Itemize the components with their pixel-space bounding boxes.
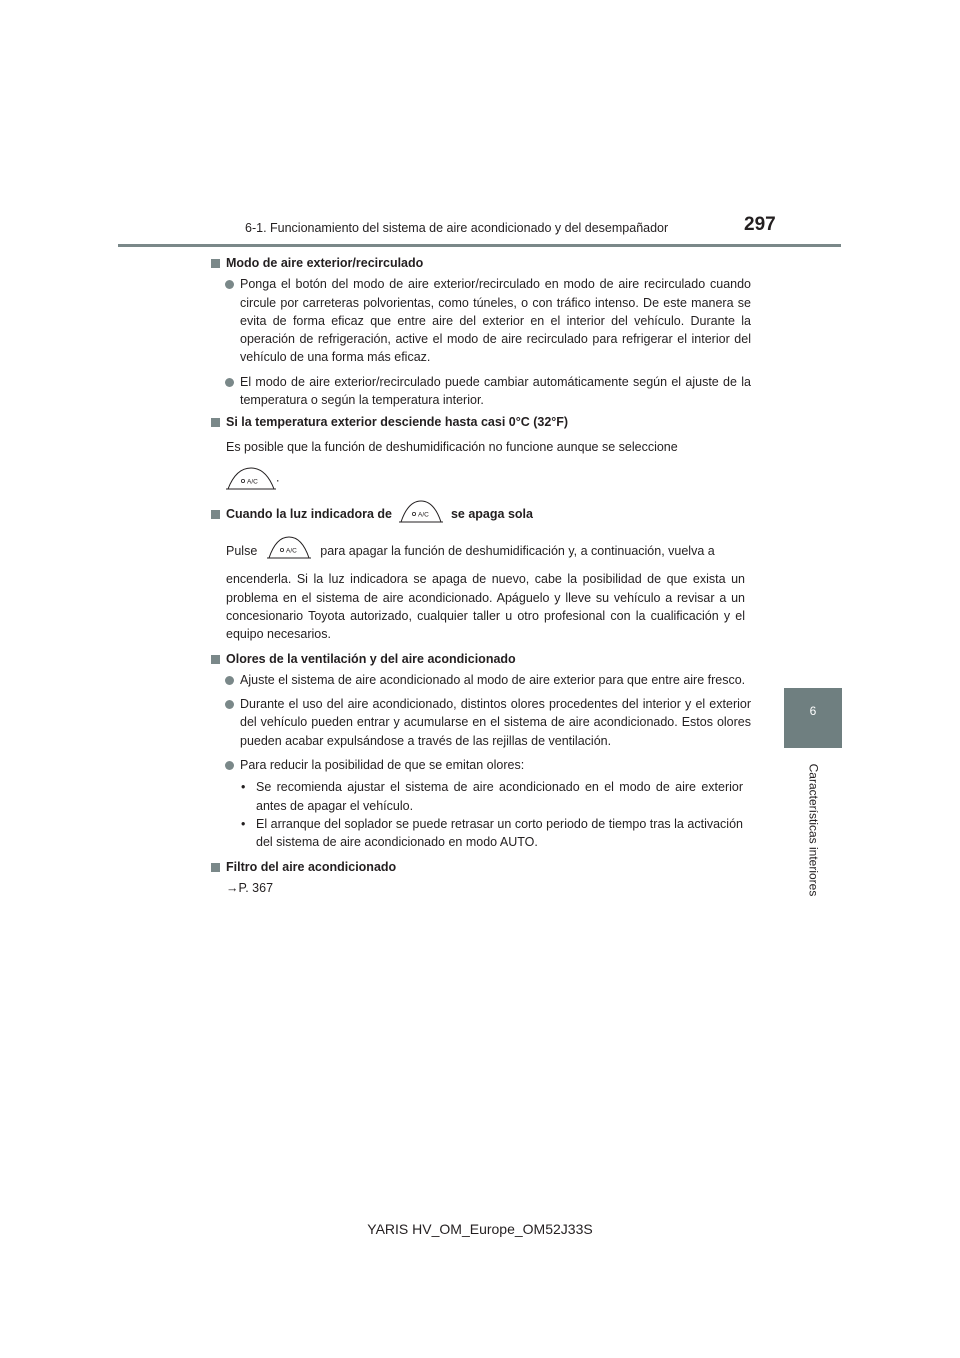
sub-item: [211, 778, 751, 815]
bullet-text: Para reducir la posibilidad de que se emitan olores:: [240, 758, 525, 773]
ac-label: A/C: [418, 511, 430, 519]
heading-text: Modo de aire exterior/recirculado: [226, 256, 424, 270]
bullet-item: [211, 373, 751, 410]
heading-low-temperature: [211, 413, 751, 431]
heading-text: Cuando la luz indicadora de: [226, 506, 392, 521]
sub-item-text: Se recomienda ajustar el sistema de aire acondicionado en el modo de aire exterior antes de apagar el vehículo.: [256, 780, 743, 813]
paragraph-text: para apagar la función de deshumidificación y, a continuación, vuelva a: [320, 543, 715, 558]
square-marker-icon: [211, 655, 220, 664]
bullet-text: El modo de aire exterior/recirculado puede cambiar automáticamente según el ajuste de la temperatura o según la temperatura interior.: [240, 374, 751, 408]
paragraph-text: Pulse: [226, 543, 258, 558]
paragraph: [211, 438, 751, 456]
ac-button-icon: [267, 534, 311, 560]
sub-bullet-marker: •: [241, 780, 246, 795]
header-rule: [118, 244, 841, 247]
heading-text: Filtro del aire acondicionado: [226, 859, 397, 874]
square-marker-icon: [211, 259, 220, 268]
heading-text: se apaga sola: [450, 506, 533, 521]
heading-text: Si la temperatura exterior desciende hasta casi 0°C (32°F): [226, 415, 569, 430]
side-tab-number: 6: [809, 704, 817, 718]
bullet-dot-icon: [225, 378, 234, 387]
sub-item-text: El arranque del soplador se puede retrasar un corto periodo de tiempo tras la activación del sistema de aire acondicionado en modo AUTO.: [256, 816, 743, 850]
side-tab: [784, 688, 842, 748]
heading-odors: [211, 650, 751, 668]
heading-text: Olores de la ventilación y del aire acondicionado: [226, 651, 516, 666]
page-reference: [211, 879, 751, 897]
side-chapter-label: Características interiores: [806, 763, 821, 897]
bullet-dot-icon: [225, 676, 234, 685]
bullet-item: [211, 695, 751, 750]
ac-label: A/C: [285, 547, 297, 555]
heading-ac-filter: [211, 858, 751, 876]
square-marker-icon: [211, 418, 220, 427]
bullet-item: [211, 671, 751, 689]
paragraph-ac-line: [211, 465, 751, 491]
paragraph-press-line: [211, 542, 751, 561]
content: [211, 254, 751, 897]
header-title: 6-1. Funcionamiento del sistema de aire acondicionado y del desempañador: [245, 221, 669, 235]
heading-air-mode: [211, 254, 751, 272]
period: .: [276, 470, 280, 485]
bullet-dot-icon: [225, 700, 234, 709]
paragraph-text: Es posible que la función de deshumidificación no funcione aunque se seleccione: [226, 439, 678, 454]
paragraph-text: encenderla. Si la luz indicadora se apaga de nuevo, cabe la posibilidad de que exista un problema en el sistema de aire acondicionado. Apáguelo y lleve su vehículo a revisar a un concesionario Toyota autorizado, cualquier taller u otro profesional con la cualificación y el equipo necesarios.: [226, 572, 745, 642]
bullet-dot-icon: [225, 280, 234, 289]
reference-text: →P. 367: [226, 880, 274, 895]
bullet-text: Durante el uso del aire acondicionado, distintos olores procedentes del interior y el exterior del vehículo pueden entrar y acumularse en el sistema de aire acondicionado. Estos olores pueden acabar expulsándose a través de las rejillas de ventilación.: [240, 697, 751, 748]
square-marker-icon: [211, 863, 220, 872]
bullet-item: [211, 275, 751, 366]
sub-item: [211, 815, 751, 852]
bullet-text: Ponga el botón del modo de aire exterior/recirculado en modo de aire recirculado cuando circule por carreteras polvorientas, como túneles, o con tráfico intenso. De este manera se evita de forma eficaz que entre aire del exterior en el interior del vehículo. Durante la operación de refrigeración, active el modo de aire recirculado para refrigerar el interior del vehículo de una forma más eficaz.: [240, 277, 751, 365]
square-marker-icon: [211, 510, 220, 519]
bullet-text: Ajuste el sistema de aire acondicionado al modo de aire exterior para que entre aire fresco.: [240, 672, 746, 687]
ac-button-icon: [226, 465, 276, 491]
paragraph: [211, 570, 751, 643]
ac-button-icon: [399, 498, 443, 524]
bullet-item: [211, 756, 751, 774]
bullet-dot-icon: [225, 761, 234, 770]
heading-indicator-light: [211, 505, 751, 524]
page-number: 297: [744, 214, 776, 235]
sub-bullet-marker: •: [241, 816, 246, 831]
ac-label: A/C: [247, 478, 258, 486]
footer-document-id: YARIS HV_OM_Europe_OM52J33S: [367, 1221, 593, 1237]
